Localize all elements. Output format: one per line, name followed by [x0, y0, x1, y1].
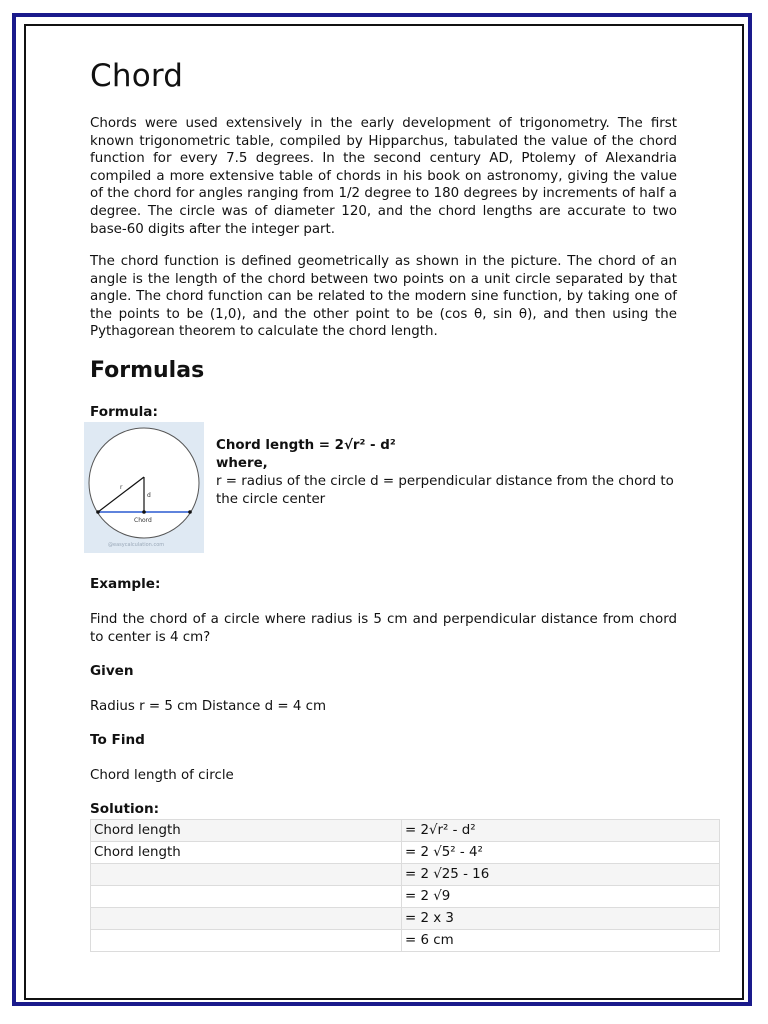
example-label: Example:: [90, 576, 161, 592]
table-row: [91, 886, 720, 908]
solution-table: [90, 819, 720, 952]
table-cell-label: Chord length: [91, 820, 402, 842]
diagram-label-chord: Chord: [134, 517, 152, 524]
chord-diagram: [84, 422, 204, 553]
table-row: [91, 842, 720, 864]
table-cell-label: [91, 908, 402, 930]
table-cell-value: = 2 x 3: [402, 908, 720, 930]
diagram-label-r: r: [120, 484, 123, 491]
table-row: [91, 930, 720, 952]
formula-main: Chord length = 2√r² - d²: [216, 438, 396, 453]
table-row: [91, 820, 720, 842]
table-cell-value: = 2√r² - d²: [402, 820, 720, 842]
to-find-text: Chord length of circle: [90, 768, 234, 783]
diagram-point-foot: [142, 510, 146, 514]
diagram-label-d: d: [147, 492, 151, 499]
formula-where: where,: [216, 456, 268, 471]
formula-definition: r = radius of the circle d = perpendicular distance from the chord to the circle center: [216, 474, 674, 507]
solution-label: Solution:: [90, 801, 160, 817]
table-cell-value: = 2 √5² - 4²: [402, 842, 720, 864]
table-cell-value: = 2 √9: [402, 886, 720, 908]
formula-label: Formula:: [90, 404, 158, 420]
table-cell-label: [91, 864, 402, 886]
table-cell-value: = 2 √25 - 16: [402, 864, 720, 886]
given-label: Given: [90, 663, 134, 679]
table-cell-value: = 6 cm: [402, 930, 720, 952]
formulas-heading: Formulas: [90, 358, 205, 383]
intro-paragraph: Chords were used extensively in the early development of trigonometry. The first known trigonometric table, compiled by Hipparchus, tabulated the value of the chord function for every 7.5 degrees. In the second century AD, Ptolemy of Alexandria compiled a more extensive table of chords in his book on astronomy, giving the value of the chord for angles ranging from 1/2 degree to 180 degrees by increments of half a degree. The circle was of diameter 120, and the chord lengths are accurate to two base-60 digits after the integer part.: [90, 116, 677, 237]
diagram-watermark: @easycalculation.com: [108, 542, 165, 548]
table-cell-label: [91, 886, 402, 908]
page-title: Chord: [90, 58, 184, 94]
table-cell-label: [91, 930, 402, 952]
table-cell-label: Chord length: [91, 842, 402, 864]
diagram-point-right: [188, 510, 192, 514]
to-find-label: To Find: [90, 732, 145, 748]
formula-block: [216, 437, 677, 509]
example-text: Find the chord of a circle where radius is 5 cm and perpendicular distance from chord to center is 4 cm?: [90, 612, 677, 645]
table-row: [91, 908, 720, 930]
table-row: [91, 864, 720, 886]
given-text: Radius r = 5 cm Distance d = 4 cm: [90, 699, 327, 714]
diagram-point-left: [96, 510, 100, 514]
definition-paragraph: The chord function is defined geometrically as shown in the picture. The chord of an angle is the length of the chord between two points on a unit circle separated by that angle. The chord function can be related to the modern sine function, by taking one of the points to be (1,0), and the other point to be (cos θ, sin θ), and then using the Pythagorean theorem to calculate the chord length.: [90, 254, 677, 340]
